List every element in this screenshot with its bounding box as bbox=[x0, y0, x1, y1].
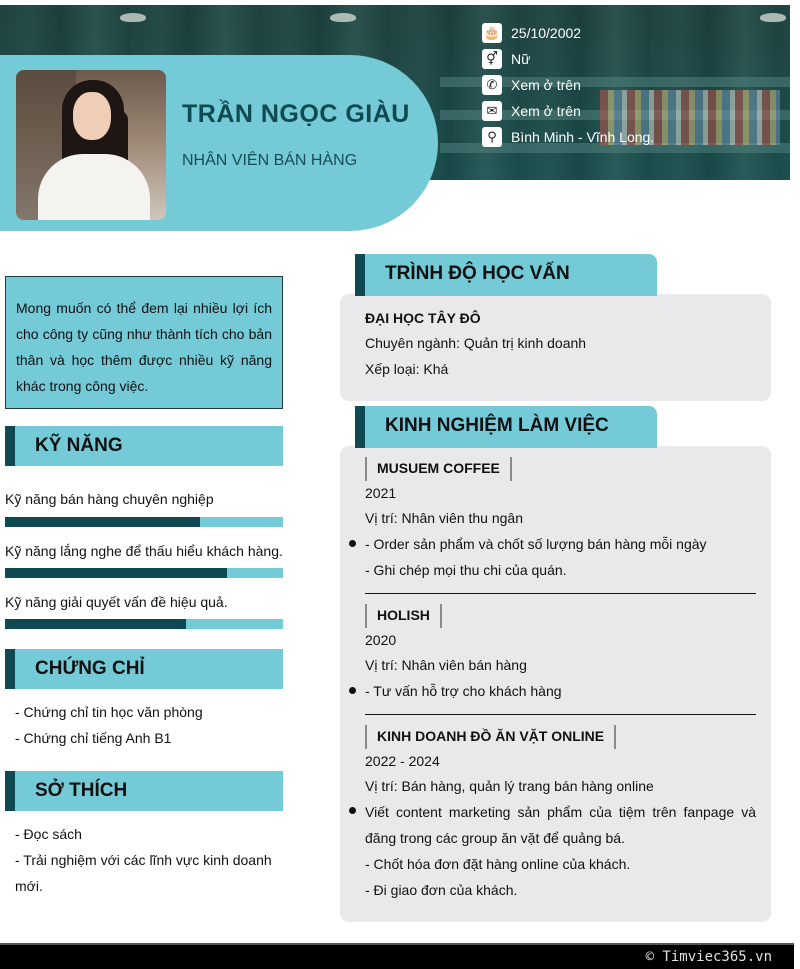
skill-level-fill bbox=[5, 517, 200, 527]
section-hobbies-title: SỞ THÍCH bbox=[35, 780, 128, 801]
education-school: ĐẠI HỌC TÂY ĐÔ bbox=[365, 310, 481, 326]
job-period: 2022 - 2024 bbox=[365, 753, 440, 769]
skill-level-bar bbox=[5, 517, 283, 527]
job-period: 2020 bbox=[365, 632, 397, 648]
email-value: Xem ở trên bbox=[511, 103, 581, 119]
gender-icon: ⚥ bbox=[482, 49, 502, 69]
section-certificates-header bbox=[5, 649, 283, 689]
divider bbox=[365, 714, 756, 715]
bullet-dot bbox=[349, 807, 356, 814]
section-certificates-title: CHỨNG CHỈ bbox=[35, 658, 145, 679]
skill-level-bar bbox=[5, 568, 283, 578]
birthday-cake-icon: 🎂 bbox=[482, 23, 502, 43]
job-position: Vị trí: Nhân viên thu ngân bbox=[365, 510, 523, 526]
contact-email bbox=[482, 98, 654, 124]
contact-birthday bbox=[482, 20, 654, 46]
job-duty: Viết content marketing sản phẩm của tiệm trên fanpage và đăng trong các group ăn vặt để quảng bá. bbox=[365, 804, 756, 846]
section-education-header bbox=[355, 254, 657, 296]
job-position: Vị trí: Bán hàng, quản lý trang bán hàng online bbox=[365, 778, 654, 794]
email-icon: ✉ bbox=[482, 101, 502, 121]
certificate-item: - Chứng chỉ tin học văn phòng bbox=[15, 704, 203, 720]
phone-value: Xem ở trên bbox=[511, 77, 581, 93]
footer-bar bbox=[0, 943, 794, 969]
gender-value: Nữ bbox=[511, 51, 531, 67]
contact-gender bbox=[482, 46, 654, 72]
job-company: MUSUEM COFFEE bbox=[365, 457, 512, 481]
certificate-item: - Chứng chỉ tiếng Anh B1 bbox=[15, 730, 172, 746]
bullet-dot bbox=[349, 540, 356, 547]
address-value: Bình Minh - Vĩnh Long. bbox=[511, 129, 655, 145]
skill-name: Kỹ năng bán hàng chuyên nghiệp bbox=[5, 491, 214, 507]
hobby-item: - Đọc sách bbox=[15, 826, 82, 842]
divider bbox=[365, 593, 756, 594]
section-skills-title: KỸ NĂNG bbox=[35, 435, 123, 456]
education-grade: Xếp loại: Khá bbox=[365, 361, 449, 377]
skill-level-bar bbox=[5, 619, 283, 629]
section-education-title: TRÌNH ĐỘ HỌC VẤN bbox=[385, 263, 570, 284]
job-duty: - Order sản phẩm và chốt số lượng bán hàng mỗi ngày bbox=[365, 536, 707, 552]
profile-photo bbox=[16, 70, 166, 220]
job-duty: - Đi giao đơn của khách. bbox=[365, 882, 518, 898]
skill-name: Kỹ năng lắng nghe để thấu hiểu khách hàng. bbox=[5, 543, 283, 559]
job-duty: - Chốt hóa đơn đặt hàng online của khách. bbox=[365, 856, 631, 872]
candidate-name: TRẦN NGỌC GIÀU bbox=[182, 100, 410, 128]
skill-level-fill bbox=[5, 568, 227, 578]
career-objective: Mong muốn có thể đem lại nhiều lợi ích cho công ty cũng như thành tích cho bản thân và học thêm được nhiều kỹ năng khác trong công việc. bbox=[5, 276, 283, 409]
footer-brand: © Timviec365.vn bbox=[645, 949, 772, 965]
section-skills-header bbox=[5, 426, 283, 466]
job-duty: - Ghi chép mọi thu chi của quán. bbox=[365, 562, 567, 578]
birthday-value: 25/10/2002 bbox=[511, 25, 582, 41]
skill-level-fill bbox=[5, 619, 186, 629]
candidate-job-title: NHÂN VIÊN BÁN HÀNG bbox=[182, 152, 358, 169]
job-company: HOLISH bbox=[365, 604, 442, 628]
job-position: Vị trí: Nhân viên bán hàng bbox=[365, 657, 527, 673]
section-experience-header bbox=[355, 406, 657, 448]
job-period: 2021 bbox=[365, 485, 397, 501]
location-pin-icon: ⚲ bbox=[482, 127, 502, 147]
hobby-item: - Trải nghiệm với các lĩnh vực kinh doanh mới. bbox=[15, 852, 272, 894]
job-company: KINH DOANH ĐỒ ĂN VẶT ONLINE bbox=[365, 725, 616, 749]
phone-icon: ✆ bbox=[482, 75, 502, 95]
section-experience-title: KINH NGHIỆM LÀM VIỆC bbox=[385, 415, 609, 436]
job-duty: - Tư vấn hỗ trợ cho khách hàng bbox=[365, 683, 562, 699]
contact-info bbox=[482, 20, 654, 150]
section-hobbies-header bbox=[5, 771, 283, 811]
bullet-dot bbox=[349, 687, 356, 694]
contact-phone bbox=[482, 72, 654, 98]
education-major: Chuyên ngành: Quản trị kinh doanh bbox=[365, 335, 587, 351]
skill-name: Kỹ năng giải quyết vấn đề hiệu quả. bbox=[5, 594, 228, 610]
contact-address bbox=[482, 124, 654, 150]
